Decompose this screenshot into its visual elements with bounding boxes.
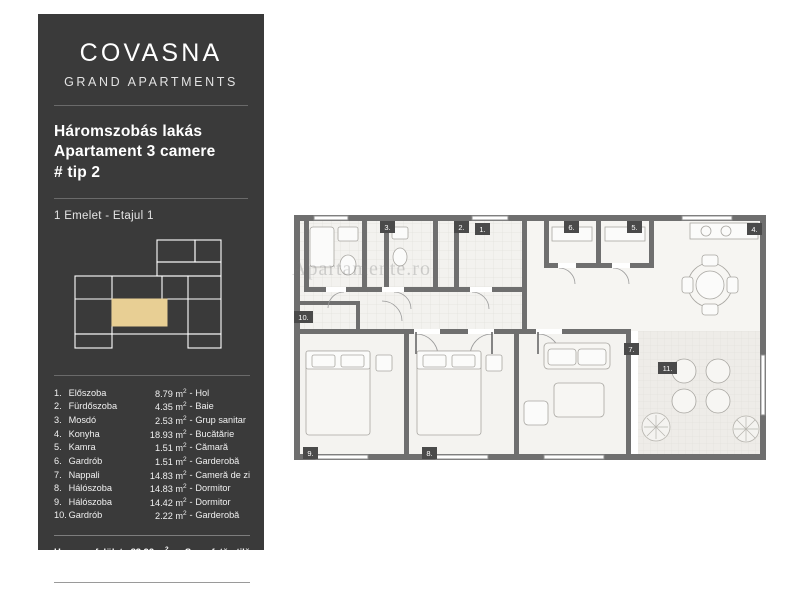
row-dash: - [189,469,193,480]
table-row [54,441,250,455]
total-useful-label: Hasznos felület [54,546,123,558]
total-final-table [54,590,250,606]
row-dash: - [189,414,193,425]
row-dash: - [189,496,193,507]
room-number: 1. [54,387,62,398]
total-final-block [54,582,250,606]
room-name-hu: Konyha [68,428,100,439]
total-final-row [54,590,250,606]
room-number: 10. [54,510,67,521]
svg-text:11.: 11. [662,364,673,373]
table-row [54,427,250,441]
room-name-ro: Baie [195,401,214,412]
info-panel [38,14,264,604]
room-number: 3. [54,414,62,425]
room-name-hu: Nappali [68,469,100,480]
terrace-label: 11.Terasz [54,562,94,574]
room-name-ro: Garderobă [195,455,240,466]
room-marker-6 [564,221,579,233]
room-name-hu: Kamra [68,442,96,453]
row-dash: - [189,442,193,453]
room-marker-9 [303,447,318,459]
room-name-ro: Grup sanitar [195,414,246,425]
room-area: 1.51 $m^2$ [154,442,187,454]
room-schedule-table [54,375,250,523]
room-name-ro: Dormitor [195,496,231,507]
brand-subtitle: GRAND APARTMENTS [64,74,238,89]
room-marker-11 [658,362,677,374]
room-rows [54,386,250,523]
svg-text:10.: 10. [298,313,309,322]
room-name-ro: Bucătărie [195,428,235,439]
key-plan-outline [75,240,221,348]
room-marker-1 [475,223,490,235]
totals-table [54,544,250,576]
room-name-ro: Garderobă [195,510,240,521]
total-final-value: 93.9 $m^2$ [125,592,159,604]
table-row [54,455,250,469]
room-name-hu: Mosdó [68,414,97,425]
svg-text:2.: 2. [458,223,465,232]
floor-label: 1 Emelet - Etajul 1 [54,210,154,223]
total-useful-label-ro: Suprafață utilă [184,546,250,558]
room-name-hu: Gardrób [68,455,103,466]
room-name-ro: Cameră de zi [195,469,250,480]
table-row [54,468,250,482]
key-plan-diagram [52,236,250,361]
svg-text:6.: 6. [568,223,575,232]
row-dash: - [189,510,193,521]
key-plan-highlight [112,299,167,326]
svg-text:1.: 1. [479,225,486,234]
watermark: Apartamente.ro [292,258,431,280]
room-marker-7 [624,343,639,355]
room-marker-10 [294,311,313,323]
row-dash: - [189,455,193,466]
svg-text:7.: 7. [628,345,635,354]
room-number: 7. [54,469,62,480]
room-area: 18.93 $m^2$ [149,428,187,440]
totals-block [54,535,250,576]
total-row-terrace [54,560,250,576]
room-area: 4.35 $m^2$ [154,401,187,413]
svg-text:5.: 5. [631,223,638,232]
terrace-label-ro: Terasă [184,562,214,574]
room-area: 2.53 $m^2$ [154,414,187,426]
room-number: 4. [54,428,62,439]
apartment-type-label: # tip 2 [54,164,101,182]
floor-plan [286,205,774,480]
room-marker-2 [454,221,469,233]
room-area: 14.83 $m^2$ [149,469,187,481]
room-name-hu: Előszoba [68,387,107,398]
room-marker-3 [380,221,395,233]
room-number: 5. [54,442,62,453]
table-row [54,496,250,510]
row-dash: - [189,401,193,412]
total-useful-dash: - [180,546,184,558]
room-number: 8. [54,483,62,494]
brand-block [54,14,248,106]
room-name-ro: Dormitor [195,483,231,494]
total-row-useful [54,544,250,560]
room-name-hu: Hálószoba [68,483,112,494]
total-final-label: Összefelület [54,592,110,604]
terrace-dash: - [180,562,184,574]
table-row [54,400,250,414]
row-dash: - [189,428,193,439]
room-area: 14.42 $m^2$ [149,496,187,508]
room-name-hu: Gardrób [68,510,103,521]
total-useful-value: 83.92 $m^2$ [130,546,169,558]
room-number: 2. [54,401,62,412]
table-row [54,386,250,400]
terrace-value: 9.98 m2 [130,562,165,574]
total-final-label-ro: Suprafață totală [179,592,250,604]
svg-text:3.: 3. [384,223,391,232]
room-area: 1.51 $m^2$ [154,455,187,467]
apartment-title-ro: Apartament 3 camere [54,143,216,161]
room-name-ro: Cămară [195,442,229,453]
room-name-hu: Fürdőszoba [68,401,118,412]
svg-text:8.: 8. [426,449,433,458]
svg-text:4.: 4. [751,225,758,234]
room-area: 14.83 $m^2$ [149,483,187,495]
room-number: 9. [54,496,62,507]
room-area: 8.79 $m^2$ [154,387,187,399]
svg-text:9.: 9. [307,449,314,458]
apartment-title-block [54,122,248,200]
room-number: 6. [54,455,62,466]
row-dash: - [189,387,193,398]
apartment-title-hu: Háromszobás lakás [54,122,203,140]
row-dash: - [189,483,193,494]
table-row [54,509,250,523]
room-name-ro: Hol [195,387,210,398]
room-name-hu: Hálószoba [68,496,112,507]
table-row [54,414,250,428]
total-final-dash: - [174,592,178,604]
room-marker-4 [747,223,762,235]
table-row [54,482,250,496]
room-marker-5 [627,221,642,233]
room-marker-8 [422,447,437,459]
brand-title: COVASNA [79,39,223,67]
room-area: 2.22 $m^2$ [154,510,187,522]
